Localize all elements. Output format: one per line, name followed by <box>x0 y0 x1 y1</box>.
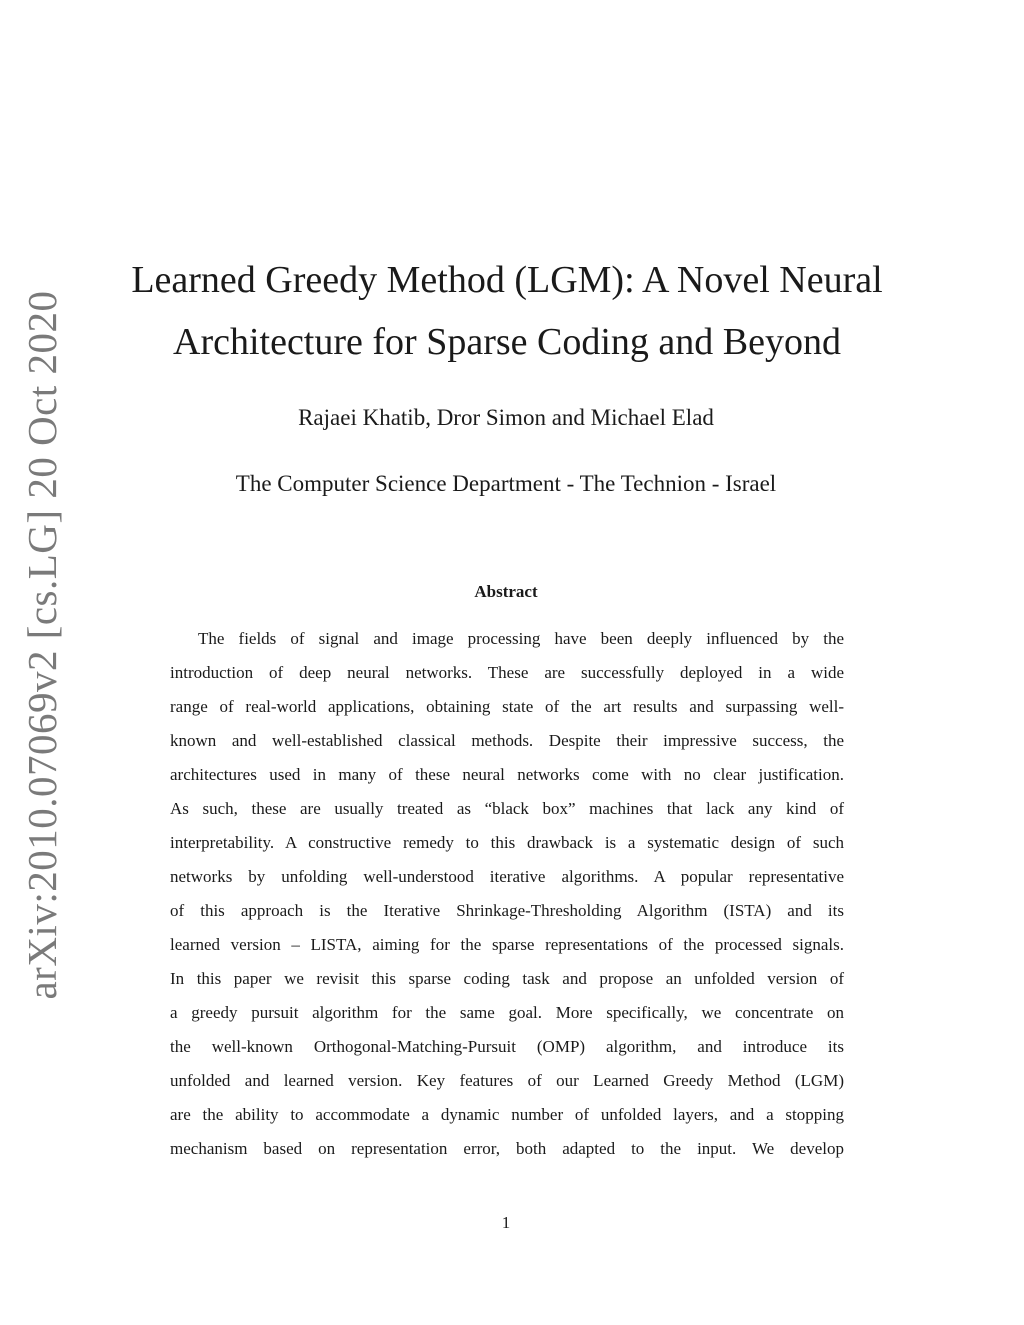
abstract-line: introduction of deep neural networks. These are successfully deployed in a wide <box>170 663 844 682</box>
paper-title-line-1: Learned Greedy Method (LGM): A Novel Neural <box>131 259 883 301</box>
abstract-line: range of real-world applications, obtaining state of the art results and surpassing well- <box>170 697 844 716</box>
abstract-line: As such, these are usually treated as “black box” machines that lack any kind of <box>170 799 844 818</box>
abstract-line: unfolded and learned version. Key features of our Learned Greedy Method (LGM) <box>170 1071 844 1090</box>
abstract-line: interpretability. A constructive remedy to this drawback is a systematic design of such <box>170 833 844 852</box>
abstract-line: learned version – LISTA, aiming for the sparse representations of the processed signals. <box>170 935 844 954</box>
abstract-line: networks by unfolding well-understood iterative algorithms. A popular representative <box>170 867 844 886</box>
abstract-line: In this paper we revisit this sparse coding task and propose an unfolded version of <box>170 969 844 988</box>
affiliation: The Computer Science Department - The Technion - Israel <box>235 471 777 496</box>
abstract-line: known and well-established classical methods. Despite their impressive success, the <box>170 731 844 750</box>
abstract-line: a greedy pursuit algorithm for the same goal. More specifically, we concentrate on <box>170 1003 844 1022</box>
arxiv-identifier-stamp: arXiv:2010.07069v2 [cs.LG] 20 Oct 2020 <box>19 290 65 1000</box>
abstract-line: mechanism based on representation error, both adapted to the input. We develop <box>170 1139 844 1158</box>
abstract-line: The fields of signal and image processing have been deeply influenced by the <box>198 629 844 648</box>
author-list: Rajaei Khatib, Dror Simon and Michael Elad <box>298 405 714 430</box>
abstract-line: are the ability to accommodate a dynamic number of unfolded layers, and a stopping <box>170 1105 844 1124</box>
abstract-body <box>170 624 844 1168</box>
paper-title-line-2: Architecture for Sparse Coding and Beyond <box>173 321 841 363</box>
abstract-line: the well-known Orthogonal-Matching-Pursuit (OMP) algorithm, and introduce its <box>170 1037 844 1056</box>
page-number: 1 <box>501 1213 511 1232</box>
abstract-heading: Abstract <box>474 582 538 601</box>
abstract-line: architectures used in many of these neural networks come with no clear justification. <box>170 765 844 784</box>
abstract-line: of this approach is the Iterative Shrinkage-Thresholding Algorithm (ISTA) and its <box>170 901 844 920</box>
